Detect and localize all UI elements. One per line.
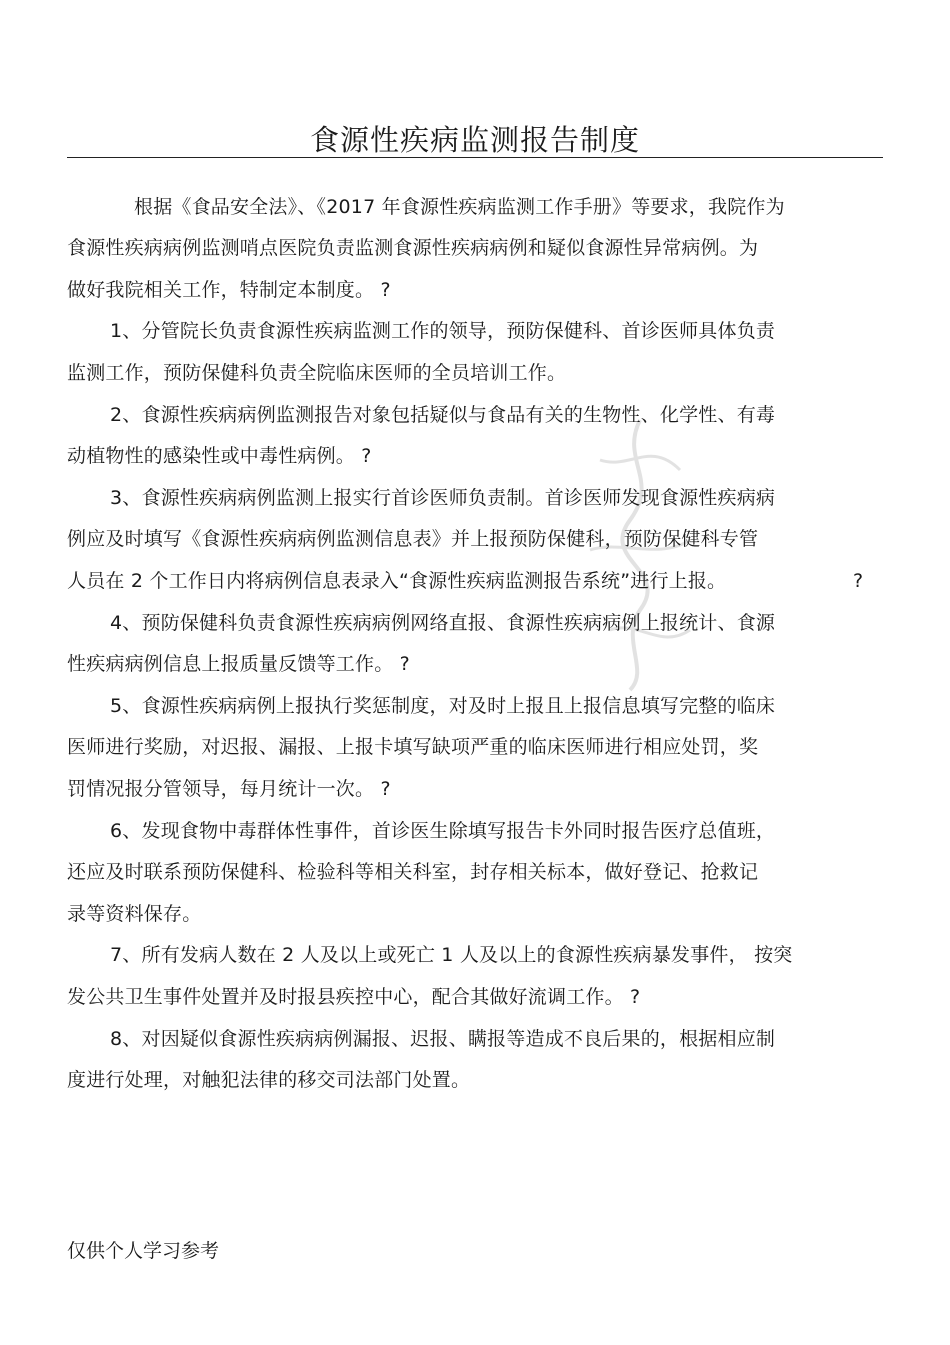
- paragraph-line: 监测工作，预防保健科负责全院临床医师的全员培训工作。: [67, 362, 567, 384]
- paragraph-line: 8、对因疑似食源性疾病病例漏报、迟报、瞒报等造成不良后果的，根据相应制: [110, 1028, 776, 1050]
- paragraph-line: 例应及时填写《食源性疾病病例监测信息表》并上报预防保健科，预防保健科专管: [67, 528, 759, 550]
- paragraph-line: 2、食源性疾病病例监测报告对象包括疑似与食品有关的生物性、化学性、有毒: [110, 404, 776, 426]
- paragraph-line: 性疾病病例信息上报质量反馈等工作。 ?: [67, 653, 410, 675]
- document-title: 食源性疾病监测报告制度: [309, 123, 640, 157]
- paragraph-line: 7、所有发病人数在 2 人及以上或死亡 1 人及以上的食源性疾病暴发事件， 按突: [110, 944, 793, 966]
- footer-note: 仅供个人学习参考: [67, 1240, 220, 1262]
- paragraph-line: 人员在 2 个工作日内将病例信息表录入“食源性疾病监测报告系统”进行上报。: [67, 570, 727, 592]
- paragraph-line: 动植物性的感染性或中毒性病例。 ?: [67, 445, 372, 467]
- paragraph-line: 食源性疾病病例监测哨点医院负责监测食源性疾病病例和疑似食源性异常病例。为: [67, 237, 759, 259]
- paragraph-line: 1、分管院长负责食源性疾病监测工作的领导，预防保健科、首诊医师具体负责: [110, 320, 776, 342]
- paragraph-line: 医师进行奖励，对迟报、漏报、上报卡填写缺项严重的临床医师进行相应处罚，奖: [67, 736, 759, 758]
- title-underline: [67, 157, 883, 158]
- paragraph-line: 度进行处理，对触犯法律的移交司法部门处置。: [67, 1069, 471, 1091]
- paragraph-line: 3、食源性疾病病例监测上报实行首诊医师负责制。首诊医师发现食源性疾病病: [110, 487, 776, 509]
- paragraph-line: 5、食源性疾病病例上报执行奖惩制度，对及时上报且上报信息填写完整的临床: [110, 695, 776, 717]
- paragraph-line: 罚情况报分管领导，每月统计一次。 ?: [67, 778, 391, 800]
- paragraph-line: 还应及时联系预防保健科、检验科等相关科室，封存相关标本，做好登记、抢救记: [67, 861, 759, 883]
- paragraph-line: 6、发现食物中毒群体性事件，首诊医生除填写报告卡外同时报告医疗总值班，: [110, 820, 776, 842]
- paragraph-line: 做好我院相关工作，特制定本制度。 ?: [67, 279, 391, 301]
- paragraph-line: 录等资料保存。: [67, 903, 202, 925]
- paragraph-line: 发公共卫生事件处置并及时报县疾控中心，配合其做好流调工作。 ?: [67, 986, 641, 1008]
- paragraph-line: 根据《食品安全法》、《2017 年食源性疾病监测工作手册》等要求，我院作为: [134, 196, 785, 218]
- paragraph-line: 4、预防保健科负责食源性疾病病例网络直报、食源性疾病病例上报统计、食源: [110, 612, 776, 634]
- stray-mark: ?: [853, 570, 864, 592]
